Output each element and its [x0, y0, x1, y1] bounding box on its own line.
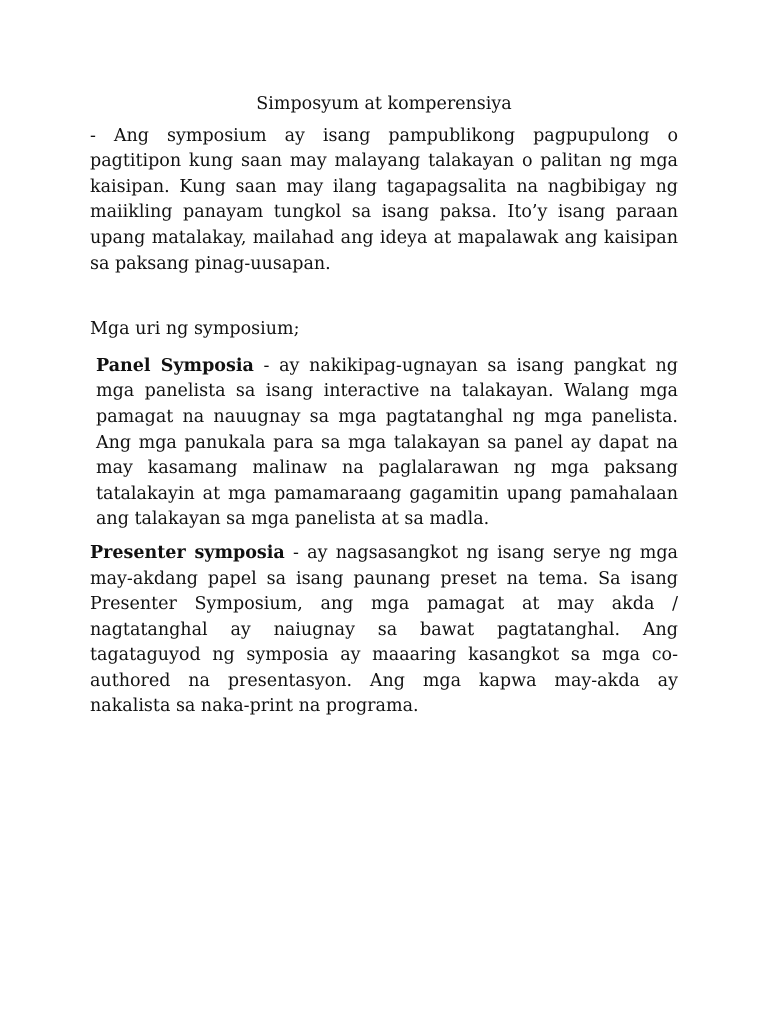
- panel-symposia-term: Panel Symposia: [96, 355, 254, 376]
- intro-paragraph: - Ang symposium ay isang pampublikong pagpupulong o pagtitipon kung saan may malayang talakayan o palitan ng mga kaisipan. Kung saan may ilang tagapagsalita na nagbibigay ng maiikling panayam tungkol sa isang paksa. Ito’y isang paraan upang matalakay, mailahad ang ideya at mapalawak ang kaisipan sa paksang pinag-uusapan.: [90, 125, 678, 274]
- presenter-symposia-paragraph: [90, 541, 678, 720]
- presenter-symposia-text: - ay nagsasangkot ng isang serye ng mga may-akdang papel sa isang paunang preset na tema. Sa isang Presenter Symposium, ang mga pamagat at may akda / nagtatanghal ay naiugnay sa bawat pagtatanghal. Ang tagataguyod ng symposia ay maaaring kasangkot sa mga co-authored na presentasyon. Ang mga kapwa may-akda ay nakalista sa naka-print na programa.: [90, 542, 678, 717]
- panel-symposia-text: - ay nakikipag-ugnayan sa isang pangkat ng mga panelista sa isang interactive na talakayan. Walang mga pamagat na nauugnay sa mga pagtatanghal ng mga panelista. Ang mga panukala para sa mga talakayan sa panel ay dapat na may kasamang malinaw na paglalarawan ng mga paksang tatalakayin at mga pamamaraang gagamitin upang pamahalaan ang talakayan sa mga panelista at sa madla.: [96, 355, 678, 530]
- presenter-symposia-term: Presenter symposia: [90, 542, 285, 563]
- document-page: [90, 92, 678, 720]
- panel-symposia-paragraph: [90, 354, 678, 533]
- types-heading: Mga uri ng symposium;: [90, 319, 300, 340]
- document-title: Simposyum at komperensiya: [256, 94, 512, 114]
